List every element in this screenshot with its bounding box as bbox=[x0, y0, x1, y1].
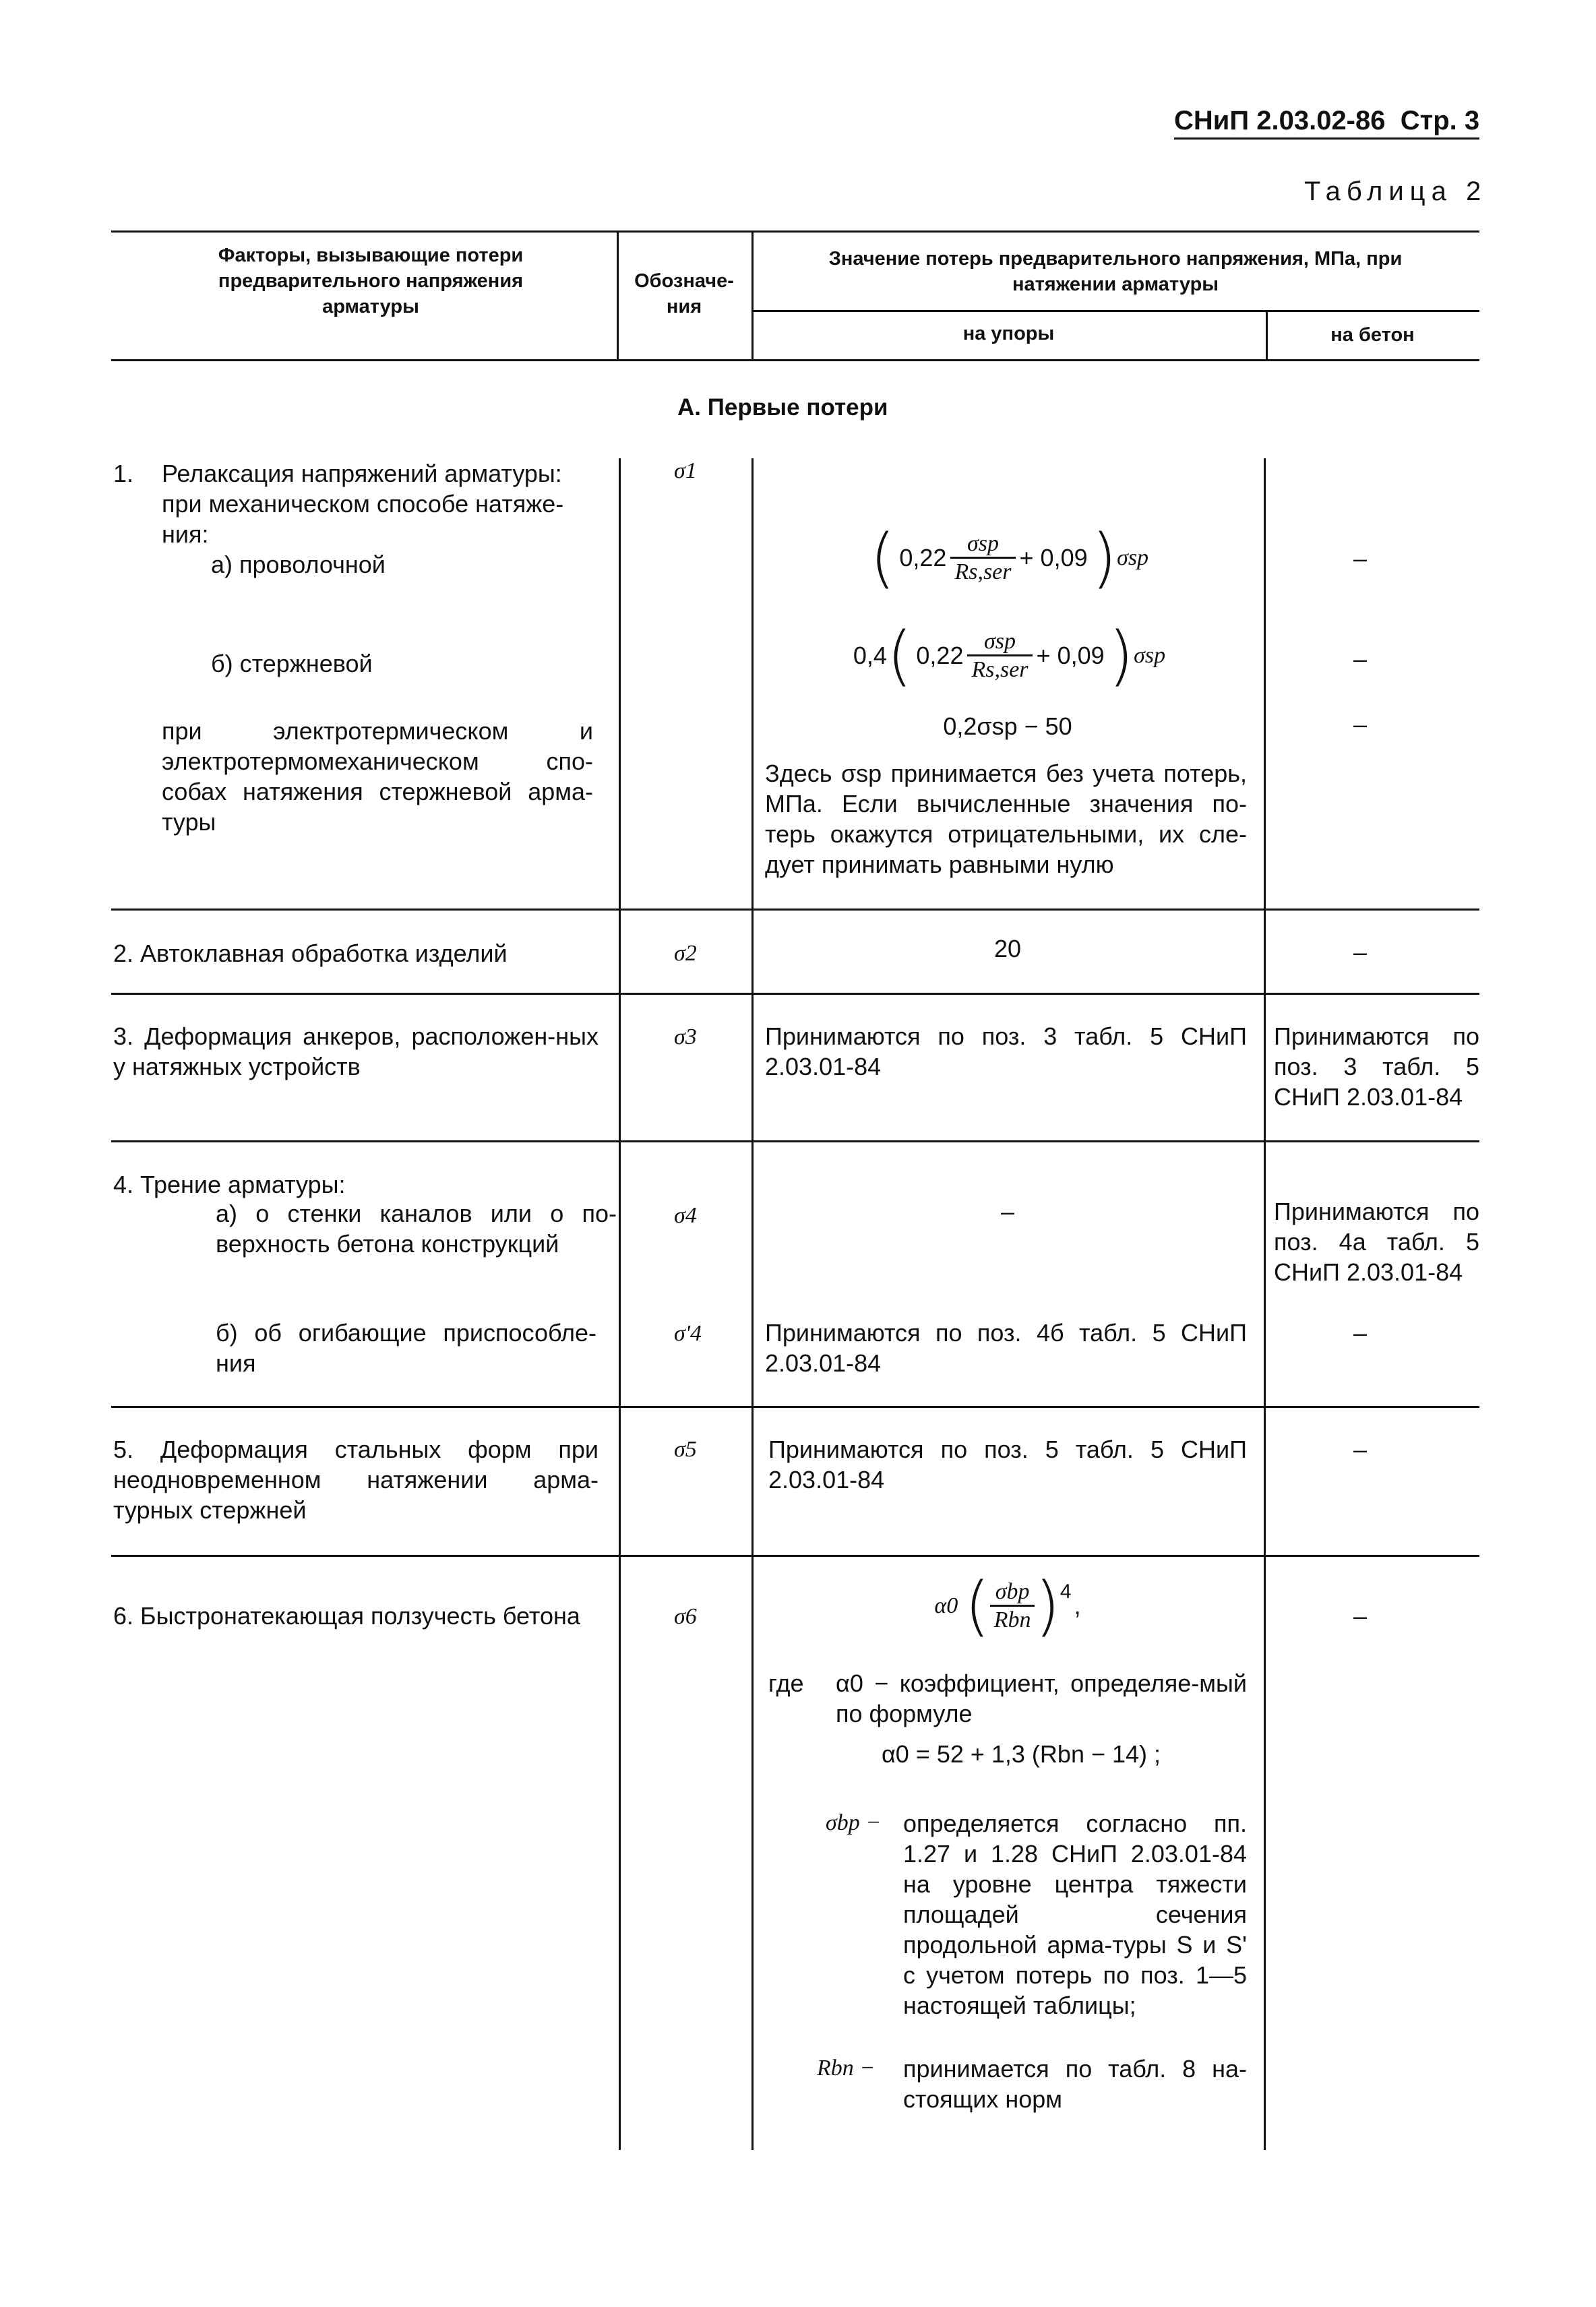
header-on-concrete: на бетон bbox=[1330, 324, 1415, 346]
row4-symbol-a: σ4 bbox=[674, 1203, 697, 1228]
row1-item-a: а) проволочной bbox=[211, 551, 386, 578]
row1-concrete-a: – bbox=[1353, 545, 1368, 572]
row5-symbol: σ5 bbox=[674, 1437, 697, 1462]
row-separator bbox=[111, 909, 1479, 911]
row6-sbp-symbol: σbp − bbox=[826, 1810, 882, 1835]
header-col-divider-1 bbox=[617, 230, 619, 359]
row1-electro: при электротермическом и электротермомеханическом спо-собах натяжения стержневой арма-туры bbox=[162, 717, 593, 836]
row5-text: 5. Деформация стальных форм при неодновременном натяжении арма-турных стержней bbox=[113, 1436, 598, 1524]
header-losses: Значение потерь предварительного напряжения, МПа, при натяжении арматуры bbox=[828, 248, 1403, 295]
row4-stops-a: – bbox=[1000, 1198, 1015, 1225]
table-top-rule bbox=[111, 230, 1479, 233]
row4-concrete-b: – bbox=[1353, 1319, 1368, 1347]
row4-stops-b: Принимаются по поз. 4б табл. 5 СНиП 2.03.01-84 bbox=[765, 1319, 1247, 1377]
row1-subtitle: при механическом способе натяже-ния: bbox=[162, 490, 564, 548]
row3-concrete: Принимаются по поз. 3 табл. 5 СНиП 2.03.01-84 bbox=[1274, 1022, 1479, 1111]
header-designation: Обозначе-ния bbox=[634, 270, 734, 317]
row6-rbn-definition: принимается по табл. 8 на-стоящих норм bbox=[903, 2055, 1247, 2113]
row1-formula-a: ( 0,22 $\frac{\text{σsp}}{\text{Rs,ser}}$ + 0,09 ) σsp bbox=[869, 520, 1149, 596]
header-sub-rule bbox=[751, 310, 1479, 312]
row4-item-a: а) о стенки каналов или о по-верхность бетона конструкций bbox=[216, 1200, 617, 1258]
row5-concrete: – bbox=[1353, 1436, 1368, 1463]
header-on-stops: на упоры bbox=[962, 323, 1055, 344]
table-label: Таблица 2 bbox=[1304, 177, 1487, 206]
row6-sbp-definition: определяется согласно пп. 1.27 и 1.28 СНиП 2.03.01-84 на уровне центра тяжести площадей сечения продольной арма-туры S и S' с учетом потерь по поз. 1—5 настоящей таблицы; bbox=[903, 1810, 1247, 2019]
row1-concrete-b: – bbox=[1353, 645, 1368, 673]
header-factors: Факторы, вызывающие потери предварительного напряжения арматуры bbox=[218, 245, 524, 317]
row6-formula: α0 ( $\frac{\text{σbp}}{\text{Rbn}}$ ) 4 , bbox=[934, 1568, 1081, 1644]
section-heading: А. Первые потери bbox=[677, 394, 888, 421]
row1-concrete-c: – bbox=[1353, 710, 1368, 738]
row1-formula-b: 0,4 ( 0,22 $\frac{\text{σsp}}{\text{Rs,ser}}$ + 0,09 ) σsp bbox=[853, 618, 1166, 694]
row6-symbol: σ6 bbox=[674, 1604, 697, 1629]
row-separator bbox=[111, 1140, 1479, 1142]
row3-text: 3. Деформация анкеров, расположен-ных у натяжных устройств bbox=[113, 1022, 598, 1080]
body-col-divider-1 bbox=[619, 458, 621, 2150]
row2-text: 2. Автоклавная обработка изделий bbox=[113, 940, 508, 967]
row3-stops: Принимаются по поз. 3 табл. 5 СНиП 2.03.01-84 bbox=[765, 1022, 1247, 1080]
row6-alpha-formula: α0 = 52 + 1,3 (Rbn − 14) ; bbox=[881, 1740, 1161, 1768]
row-separator bbox=[111, 993, 1479, 995]
row-separator bbox=[111, 1555, 1479, 1557]
row3-symbol: σ3 bbox=[674, 1024, 697, 1049]
row4-title: 4. Трение арматуры: bbox=[113, 1171, 346, 1198]
row6-alpha-definition: α0 − коэффициент, определяе-мый по формуле bbox=[836, 1669, 1247, 1727]
row6-text: 6. Быстронатекающая ползучесть бетона bbox=[113, 1602, 580, 1630]
row6-concrete: – bbox=[1353, 1602, 1368, 1630]
row1-item-b: б) стержневой bbox=[211, 650, 373, 677]
row2-stops: 20 bbox=[993, 935, 1022, 962]
row4-symbol-b: σ'4 bbox=[674, 1321, 702, 1346]
row2-concrete: – bbox=[1353, 938, 1368, 966]
row1-number: 1. bbox=[113, 460, 134, 487]
row-separator bbox=[111, 1406, 1479, 1408]
row4-concrete-a: Принимаются по поз. 4а табл. 5 СНиП 2.03.01-84 bbox=[1274, 1198, 1479, 1286]
row1-note: Здесь σsp принимается без учета потерь, МПа. Если вычисленные значения по-терь окажутся отрицательными, их сле-дует принимать равными нулю bbox=[765, 760, 1247, 878]
body-col-divider-3 bbox=[1264, 458, 1266, 2150]
header-bottom-rule bbox=[111, 359, 1479, 361]
row1-title: Релаксация напряжений арматуры: bbox=[162, 460, 562, 487]
row6-where: где bbox=[768, 1669, 804, 1697]
row1-symbol: σ1 bbox=[674, 458, 697, 483]
page-number: Стр. 3 bbox=[1400, 106, 1480, 135]
row5-stops: Принимаются по поз. 5 табл. 5 СНиП 2.03.01-84 bbox=[768, 1436, 1247, 1494]
row2-symbol: σ2 bbox=[674, 941, 697, 966]
row6-rbn-symbol: Rbn − bbox=[817, 2056, 876, 2081]
row4-item-b: б) об огибающие приспособле-ния bbox=[216, 1319, 596, 1377]
row1-formula-c: 0,2σsp − 50 bbox=[943, 712, 1072, 740]
document-reference: СНиП 2.03.02-86 Стр. 3 bbox=[1174, 106, 1479, 140]
